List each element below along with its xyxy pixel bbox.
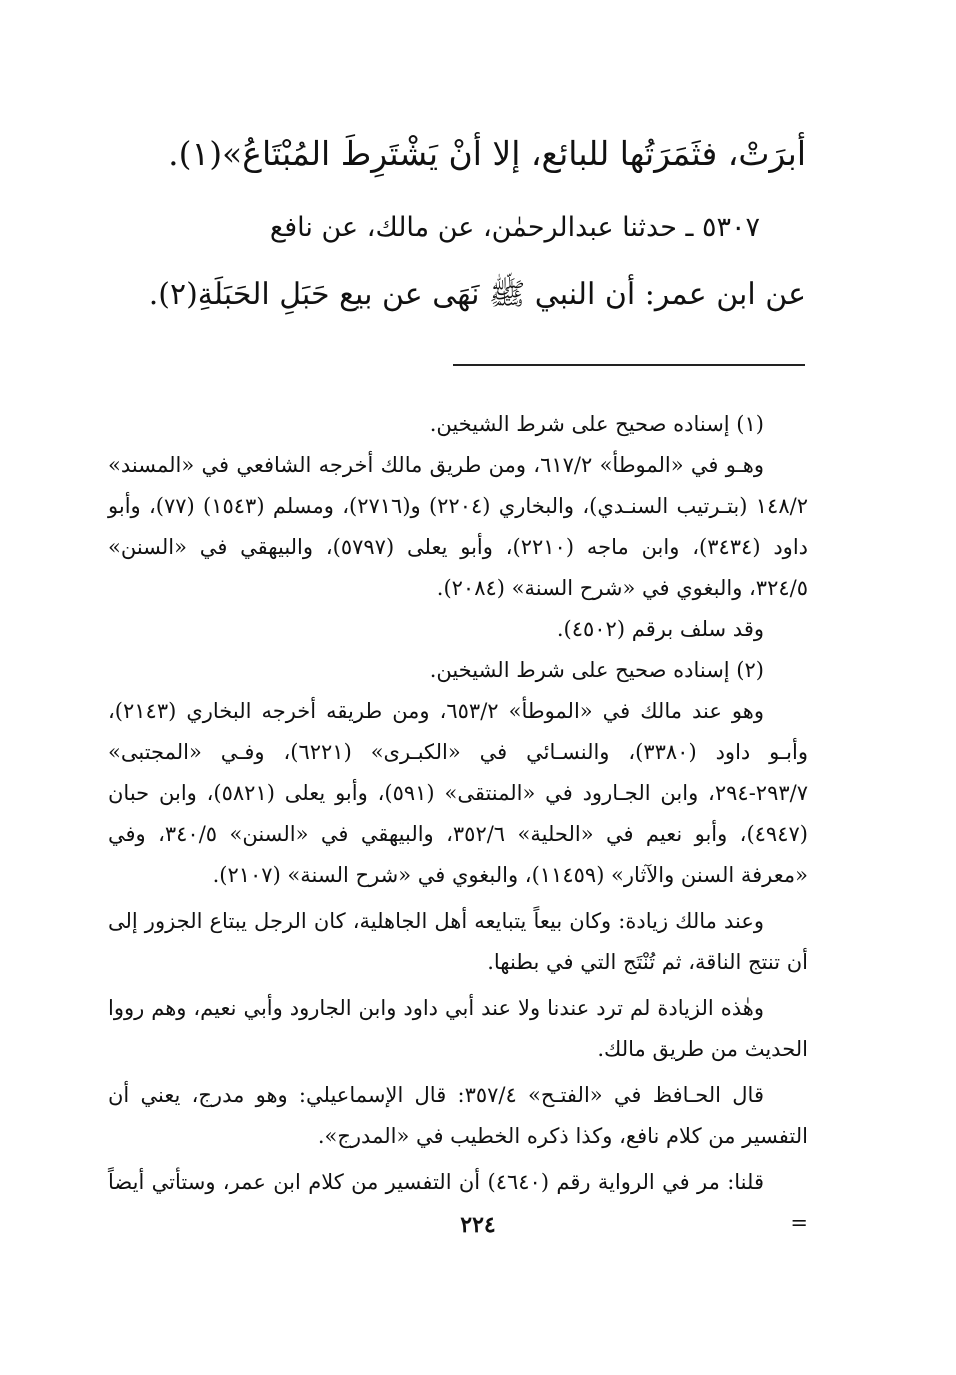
footnote-paragraph: وهو عند مالك في «الموطأ» ٦٥٣/٢، ومن طريقه أخرجه البخاري (٢١٤٣)، وأبـو داود (٣٣٨٠)، والنسـائي في «الكبـرى» (٦٢٢١)، وفـي «المجتبى» ٢٩٣/٧-٢٩٤، وابن الجـارود في «المنتقى» (٥٩١)، وأبو يعلى (٥٨٢١)، وابن حبان (٤٩٤٧)، وأبو نعيم في «الحلية» ٣٥٢/٦، والبيهقي في «السنن» ٣٤٠/٥، وفي «معرفة السنن والآثار» (١١٤٥٩)، والبغوي في «شرح السنة» (٢١٠٧). — [108, 699, 808, 887]
footnote-divider — [453, 364, 805, 366]
main-text-line-1: أبرَتْ، فثَمَرَتُها للبائع، إلا أنْ يَشْتَرِطَ المُبْتَاعُ»(١). — [168, 134, 806, 173]
footnote-paragraph: وهٰذه الزيادة لم ترد عندنا ولا عند أبي داود وابن الجارود وأبي نعيم، وهم رووا الحديث من طريق مالك. — [108, 996, 808, 1061]
hadith-number-line: ٥٣٠٧ ـ حدثنا عبدالرحمٰن، عن مالك، عن نافع — [269, 212, 760, 243]
footnote-paragraph: وعند مالك زيادة: وكان بيعاً يتبايعه أهل الجاهلية، كان الرجل يبتاع الجزور إلى أن تنتج الناقة، ثم تُنْتَج التي في بطنها. — [108, 909, 808, 974]
footnote-paragraph: قال الحـافظ في «الفتـح» ٣٥٧/٤: قال الإسماعيلي: وهو مدرج، يعني أن التفسير من كلام نافع، وكذا ذكره الخطيب في «المدرج». — [108, 1083, 808, 1148]
footnote-paragraph: (٢) إسناده صحيح على شرط الشيخين. — [429, 658, 764, 682]
footnote-paragraph: قلنا: مر في الرواية رقم (٤٦٤٠) أن التفسير من كلام ابن عمر، وستأتي أيضاً = — [108, 1170, 808, 1235]
footnotes — [108, 404, 808, 1244]
footnote-paragraph: وهـو في «الموطأ» ٦١٧/٢، ومن طريق مالك أخرجه الشافعي في «المسند» ١٤٨/٢ (بتـرتيب السنـدي)، والبخاري (٢٢٠٤) و(٢٧١٦)، ومسلم (١٥٤٣) (٧٧)، وأبو داود (٣٤٣٤)، وابن ماجه (٢٢١٠)، وأبو يعلى (٥٧٩٧)، والبيهقي في «السنن» ٣٢٤/٥، والبغوي في «شرح السنة» (٢٠٨٤). — [108, 453, 809, 600]
page-number: ٢٢٤ — [460, 1212, 496, 1238]
footnote-paragraph: وقد سلف برقم (٤٥٠٢). — [556, 617, 764, 641]
main-text — [126, 112, 806, 330]
footnote-paragraph: (١) إسناده صحيح على شرط الشيخين. — [429, 412, 764, 436]
main-text-line-3: عن ابن عمر: أن النبي ﷺ نَهَى عن بيع حَبَلِ الحَبَلَةِ(٢). — [148, 277, 806, 312]
